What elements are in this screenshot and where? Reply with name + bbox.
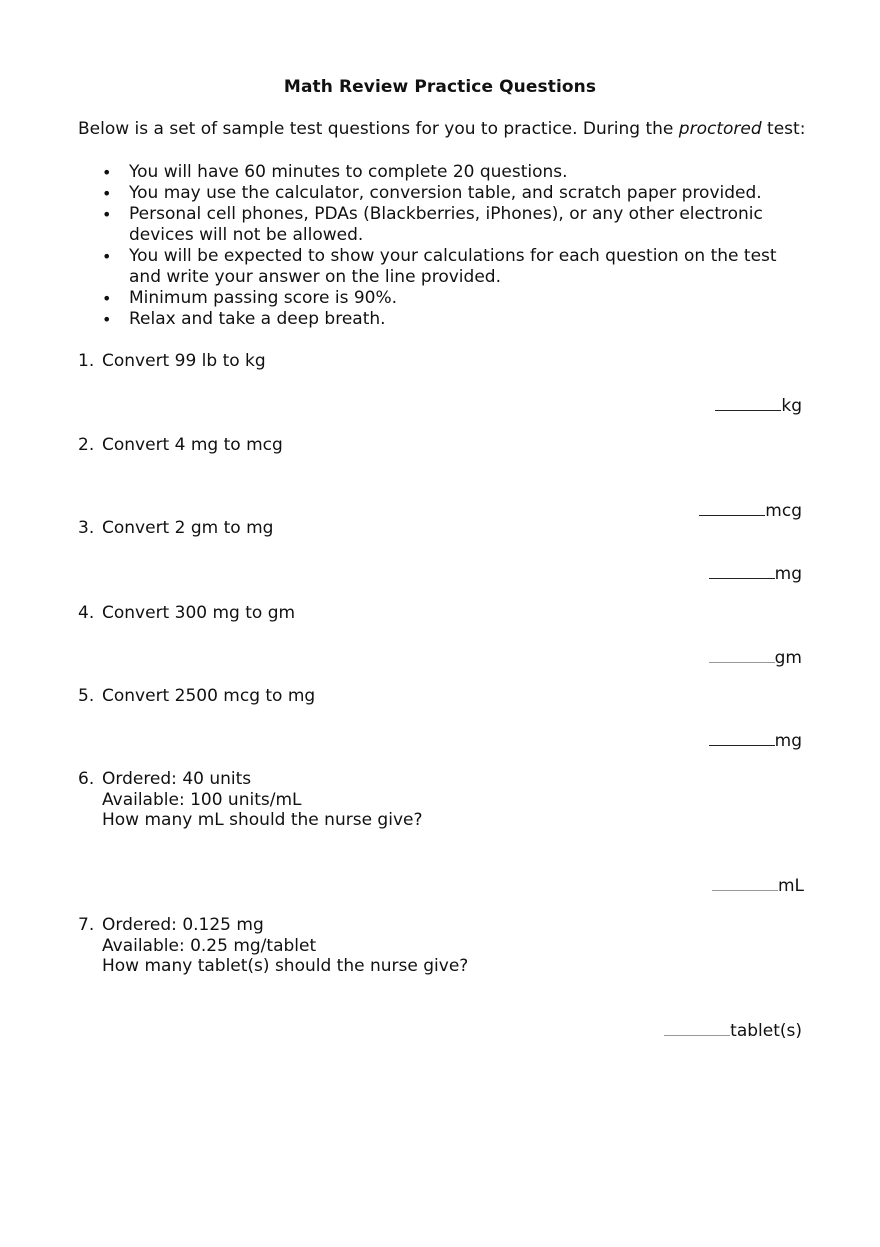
answer-line-3[interactable]	[709, 562, 802, 584]
rule-item	[78, 309, 808, 330]
rule-item	[78, 246, 808, 288]
question-text: Convert 99 lb to kg	[102, 351, 266, 371]
rule-text: Personal cell phones, PDAs (Blackberries, iPhones), or any other electronic devices will not be allowed.	[129, 204, 763, 245]
question-text: Convert 2500 mcg to mg	[102, 686, 316, 706]
answer-unit: tablet(s)	[730, 1021, 802, 1041]
answer-line-6[interactable]	[712, 874, 804, 896]
rule-item	[78, 162, 808, 183]
rule-item	[78, 204, 808, 246]
question-7	[78, 915, 468, 977]
question-number: 1.	[78, 351, 95, 371]
answer-line-5[interactable]	[709, 729, 802, 751]
question-number: 2.	[78, 435, 95, 455]
question-text: Available: 100 units/mL	[102, 789, 302, 810]
rule-text: You may use the calculator, conversion table, and scratch paper provided.	[129, 183, 762, 203]
question-text: Ordered: 0.125 mg	[102, 915, 264, 935]
answer-line-1[interactable]	[715, 394, 802, 416]
question-4	[78, 603, 295, 624]
rule-text: You will be expected to show your calculations for each question on the test and write your answer on the line provided.	[129, 246, 777, 287]
question-text: How many tablet(s) should the nurse give?	[102, 956, 469, 976]
question-2	[78, 435, 283, 456]
question-text: How many mL should the nurse give?	[102, 810, 423, 830]
answer-blank[interactable]	[712, 874, 778, 891]
question-text: Available: 0.25 mg/tablet	[102, 935, 317, 956]
rule-item	[78, 183, 808, 204]
question-number: 4.	[78, 603, 95, 623]
intro-text-start: Below is a set of sample test questions for you to practice. During the	[78, 119, 679, 139]
question-text: Convert 2 gm to mg	[102, 518, 274, 538]
question-number: 6.	[78, 769, 95, 789]
answer-line-2[interactable]	[699, 499, 802, 521]
rule-item	[78, 288, 808, 309]
question-6	[78, 769, 423, 831]
rule-text: Minimum passing score is 90%.	[129, 288, 398, 308]
bullet-icon: •	[102, 205, 112, 224]
question-text: Convert 300 mg to gm	[102, 603, 296, 623]
page-title: Math Review Practice Questions	[283, 77, 597, 97]
bullet-icon: •	[102, 184, 112, 203]
answer-unit: mg	[774, 564, 802, 584]
question-number: 3.	[78, 518, 95, 538]
question-3	[78, 518, 273, 539]
answer-unit: mL	[777, 876, 804, 896]
answer-blank[interactable]	[664, 1019, 730, 1036]
question-1	[78, 351, 266, 372]
answer-line-4[interactable]	[709, 646, 802, 668]
answer-blank[interactable]	[709, 562, 775, 579]
intro-paragraph	[78, 119, 808, 140]
question-text: Convert 4 mg to mcg	[102, 435, 283, 455]
bullet-icon: •	[102, 247, 112, 266]
bullet-icon: •	[102, 310, 112, 329]
rule-text: Relax and take a deep breath.	[129, 309, 386, 329]
intro-emphasis: proctored	[678, 119, 762, 139]
answer-unit: mcg	[765, 501, 802, 521]
question-text: Ordered: 40 units	[102, 769, 252, 789]
answer-unit: mg	[774, 731, 802, 751]
answer-blank[interactable]	[715, 394, 781, 411]
test-rules-list	[78, 162, 808, 330]
intro-text-end: test:	[761, 119, 806, 139]
answer-line-7[interactable]	[664, 1019, 802, 1041]
answer-blank[interactable]	[699, 499, 765, 516]
question-number: 5.	[78, 686, 95, 706]
answer-unit: kg	[781, 396, 802, 416]
answer-unit: gm	[774, 648, 802, 668]
question-number: 7.	[78, 915, 95, 935]
bullet-icon: •	[102, 163, 112, 182]
rule-text: You will have 60 minutes to complete 20 questions.	[129, 162, 568, 182]
bullet-icon: •	[102, 289, 112, 308]
question-5	[78, 686, 315, 707]
answer-blank[interactable]	[709, 729, 775, 746]
answer-blank[interactable]	[709, 646, 775, 663]
